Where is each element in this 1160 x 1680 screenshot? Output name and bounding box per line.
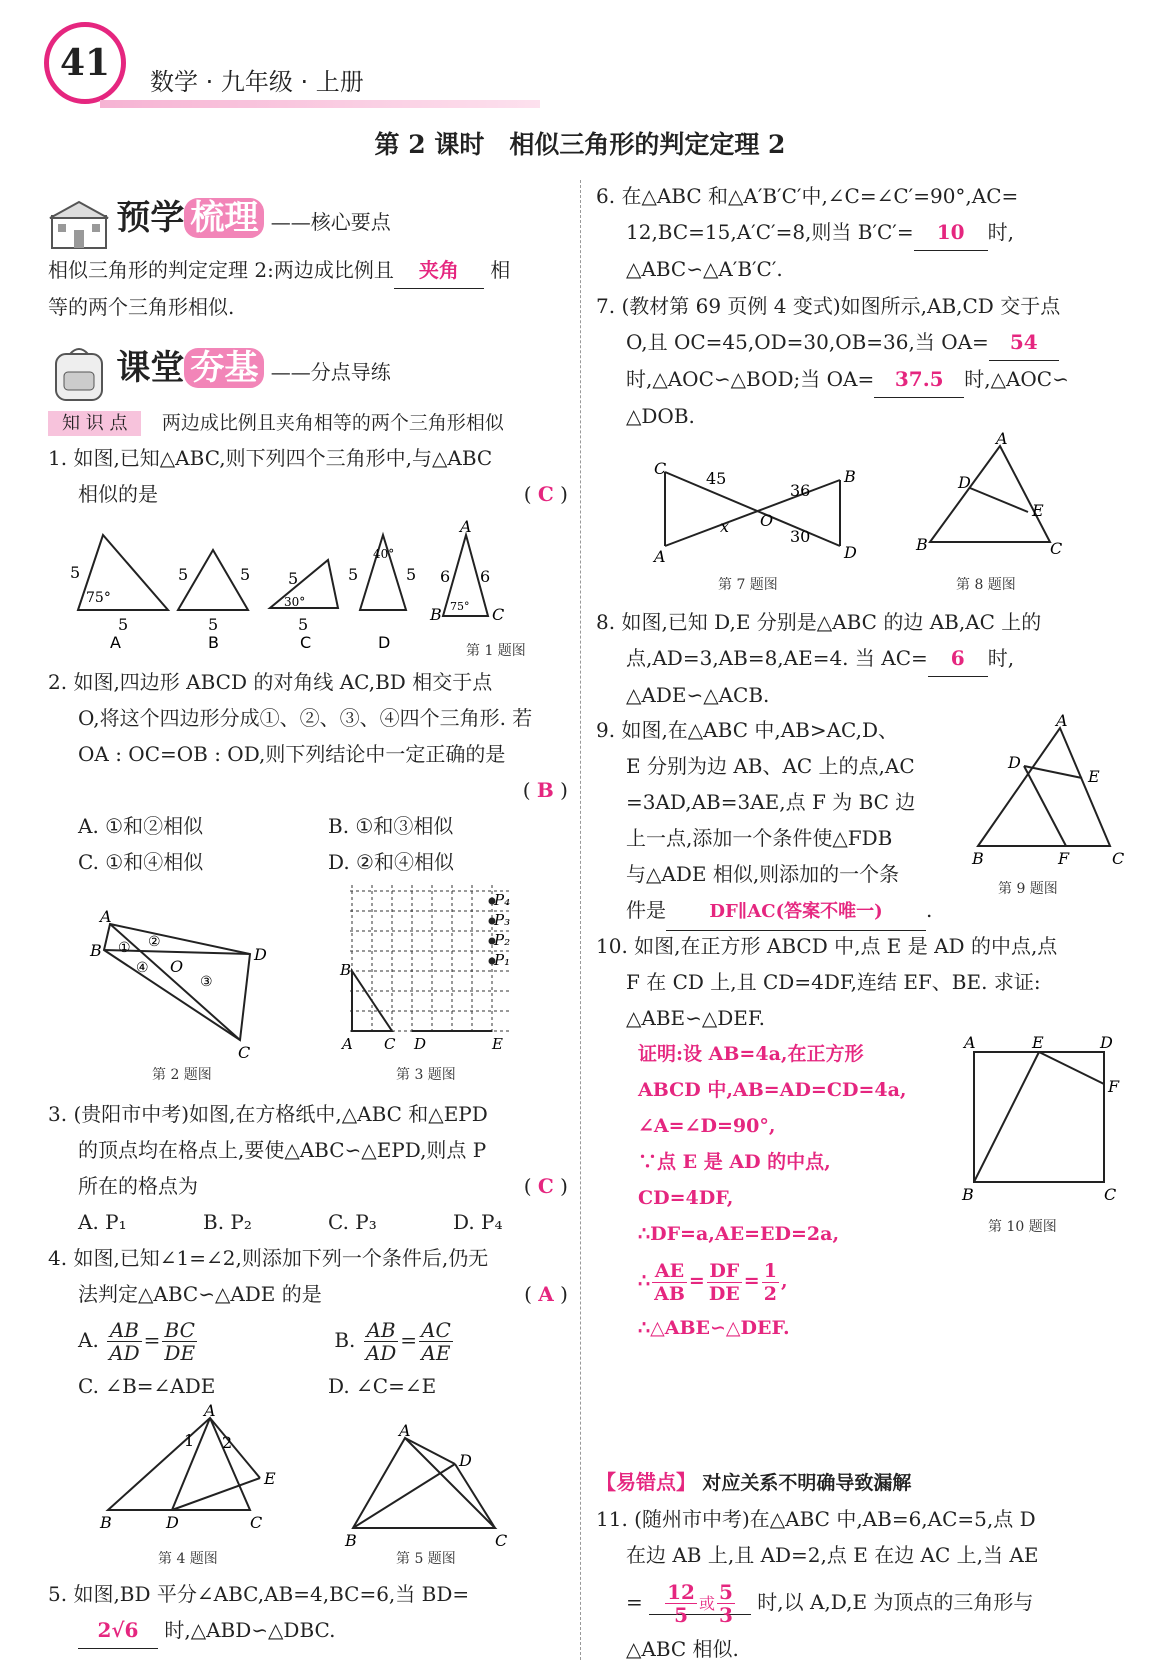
q1-answer: C [537,482,554,506]
svg-text:x: x [720,517,730,536]
question-2: 2. 如图,四边形 ABCD 的对角线 AC,BD 相交于点 O,将这个四边形分成①、②、③、④四个三角形. 若 OA : OC=OB : OD,则下列结论中一定正确的是 ( B ) A. ①和②相似 B. ①和③相似 C. ①和④相似 D. ②和④相似 [48,670,568,874]
svg-text:B: B [90,941,102,960]
svg-text:D: D [958,473,971,492]
question-9: 9. 如图,在△ABC 中,AB>AC,D、 E 分别为边 AB、AC 上的点,AC =3AD,AB=3AE,点 F 为 BC 边 上一点,添加一个条件使△FDB 与△ADE 相似,则添加的一个条 件是 DF∥AC(答案不唯一) . [596,712,956,931]
svg-text:5: 5 [406,565,417,584]
q6-answer: 10 [914,214,988,251]
svg-text:A: A [204,1401,216,1420]
svg-text:B: B [972,849,984,868]
svg-text:P₄: P₄ [494,891,511,909]
q4-caption: 第 4 题图 [158,1551,218,1567]
question-6: 6. 在△ABC 和△A′B′C′中,∠C=∠C′=90°,AC= 12,BC=15,A′C′=8,则当 B′C′= 10 时, △ABC∽△A′B′C′. [596,184,1019,281]
svg-text:O: O [170,957,184,976]
svg-text:C: C [250,1513,263,1532]
svg-text:B: B [844,467,856,486]
svg-text:②: ② [148,934,161,950]
question-5: 5. 如图,BD 平分∠ABC,AB=4,BC=6,当 BD= 2√6 时,△ABD∽△DBC. [48,1576,568,1649]
svg-text:C: C [495,1531,508,1550]
q3-answer: C [537,1174,554,1198]
svg-text:1: 1 [184,1431,195,1450]
question-4: 4. 如图,已知∠1=∠2,则添加下列一个条件后,仍无 法判定△ABC∽△ADE 的是 ( A ) A. $\frac{AB}{AD}$ = $\frac{BC}{DE}$ B. $\frac{AB}{AD}$ = $\frac{AC}{AE}$ C. ∠B=∠ADE D. ∠C=∠E [48,1246,568,1398]
q8-answer: 6 [928,640,988,677]
knowledge-point: 知 识 点 两边成比例且夹角相等的两个三角形相似 [48,408,504,435]
svg-text:36: 36 [790,481,811,500]
q3-figure [340,885,530,1055]
svg-text:B: B [340,961,352,979]
q3-caption: 第 3 题图 [396,1067,456,1083]
svg-text:A: A [654,547,666,566]
page-number-badge [44,22,126,104]
q10-proof: 证明:设 AB=4a,在正方形 ABCD 中,AB=AD=CD=4a, ∠A=∠D=90°, ∵点 E 是 AD 的中点, CD=4DF, ∴DF=a,AE=ED=2a, ∴ $\frac{AE}{AB}$ = $\frac{DF}{DE}$ = $\frac{1}{2}$ , ∴△ABE∽△DEF. [638,1043,907,1339]
svg-text:C: C [1050,539,1063,558]
question-7: 7. (教材第 69 页例 4 变式)如图所示,AB,CD 交于点 O,且 OC=45,OD=30,OB=36,当 OA= 54 时,△AOC∽△BOD;当 OA= 37.5 时,△AOC∽ △DOB. [596,294,1069,428]
svg-text:A: A [460,517,472,536]
q5-answer: 2√6 [78,1612,158,1649]
q1-opt-c: C [300,633,312,652]
svg-text:F: F [1058,849,1070,868]
q1-opt-d: D [378,633,391,652]
backpack-icon [48,346,110,402]
svg-text:D: D [1100,1033,1113,1052]
page-number: 41 [59,42,111,84]
question-1: 1. 如图,已知△ABC,则下列四个三角形中,与△ABC 相似的是 ( C ) [48,446,568,506]
question-11: 【易错点】 对应关系不明确导致漏解 11. (随州市中考)在△ABC 中,AB=6,AC=5,点 D 在边 AB 上,且 AD=2,点 E 在边 AC 上,当 AE = $\frac{12}{5}$ 或 $\frac{5}{3}$ 时,以 A,D,E 为顶点的三角形与 △ABC 相似. [596,1470,1039,1661]
preview-heading: 预学 梳理 ——核心要点 [48,190,391,250]
svg-text:B: B [345,1531,357,1550]
q8-caption: 第 8 题图 [956,577,1016,593]
q7-caption: 第 7 题图 [718,577,778,593]
q1-opt-a: A [110,633,121,652]
svg-text:E: E [264,1469,276,1488]
svg-text:40°: 40° [373,547,395,561]
q7-answer1: 54 [989,324,1059,361]
svg-text:2: 2 [222,1433,233,1452]
svg-text:E: E [1088,767,1100,786]
svg-text:B: B [430,605,442,624]
book-title: 数学 · 九年级 · 上册 [150,68,364,96]
q7-figure [650,460,860,570]
q8-figure [910,429,1070,558]
svg-text:P₃: P₃ [494,911,511,929]
svg-text:D: D [459,1451,472,1470]
q5-figure [345,1421,525,1550]
svg-text:④: ④ [136,960,149,976]
svg-text:A: A [964,1033,976,1052]
svg-text:C: C [1112,849,1125,868]
svg-text:5: 5 [348,565,359,584]
svg-text:6: 6 [480,567,491,586]
q2-caption: 第 2 题图 [152,1067,212,1083]
q9-caption: 第 9 题图 [998,881,1058,897]
svg-text:F: F [1108,1077,1120,1096]
svg-text:B: B [100,1513,112,1532]
q4-figure [100,1401,300,1532]
svg-text:5: 5 [298,615,309,634]
svg-text:5: 5 [118,615,129,634]
svg-text:6: 6 [440,567,451,586]
svg-text:C: C [238,1043,251,1062]
svg-text:5: 5 [288,569,299,588]
q9-figure [970,711,1130,868]
school-icon [48,198,110,250]
svg-text:C: C [384,1035,396,1053]
svg-text:75°: 75° [450,600,470,613]
svg-text:A: A [996,429,1008,448]
q1-opt-b: B [208,633,219,652]
q9-answer: DF∥AC(答案不唯一) [666,894,926,931]
svg-text:③: ③ [200,974,213,990]
svg-text:5: 5 [178,565,189,584]
svg-text:A: A [1056,711,1068,730]
q10-figure [960,1033,1130,1206]
svg-text:①: ① [118,940,131,956]
classroom-heading: 课堂 夯基 ——分点导练 [48,340,391,402]
q2-figure [90,907,290,1062]
svg-text:A: A [399,1421,411,1440]
q1-caption: 第 1 题图 [466,643,526,659]
svg-text:5: 5 [208,615,219,634]
q5-caption: 第 5 题图 [396,1551,456,1567]
answer-blank: 夹角 [394,252,484,289]
svg-text:P₁: P₁ [494,951,511,969]
svg-text:E: E [1032,501,1044,520]
svg-text:30: 30 [790,527,811,546]
q2-answer: B [536,778,554,802]
svg-text:B: B [916,535,928,554]
preview-text: 相似三角形的判定定理 2:两边成比例且 夹角 相 等的两个三角形相似. [48,252,568,325]
lesson-title: 第 2 课时 相似三角形的判定定理 2 [374,130,786,159]
svg-text:D: D [414,1035,427,1053]
svg-text:5: 5 [240,565,251,584]
svg-text:D: D [1008,753,1021,772]
svg-text:5: 5 [70,563,81,582]
svg-text:C: C [1104,1185,1117,1204]
q4-answer: A [538,1282,554,1306]
svg-text:D: D [254,945,267,964]
question-3: 3. (贵阳市中考)如图,在方格纸中,△ABC 和△EPD 的顶点均在格点上,要使△ABC∽△EPD,则点 P 所在的格点为 ( C ) A. P₁ B. P₂ C. P₃ D. P₄ [48,1102,568,1234]
svg-text:D: D [844,543,857,562]
svg-text:D: D [166,1513,179,1532]
svg-text:E: E [1032,1033,1044,1052]
question-8: 8. 如图,已知 D,E 分别是△ABC 的边 AB,AC 上的 点,AD=3,AB=8,AE=4. 当 AC= 6 时, △ADE∽△ACB. [596,610,1042,707]
svg-text:75°: 75° [86,590,111,606]
svg-text:A: A [342,1035,353,1053]
svg-text:P₂: P₂ [494,931,511,949]
svg-text:A: A [100,907,112,926]
svg-text:C: C [492,605,505,624]
q7-answer2: 37.5 [874,361,964,398]
svg-text:45: 45 [706,469,727,488]
column-divider [580,180,581,1660]
svg-text:E: E [492,1035,503,1053]
header-bar [100,100,540,108]
question-10: 10. 如图,在正方形 ABCD 中,点 E 是 AD 的中点,点 F 在 CD 上,且 CD=4DF,连结 EF、BE. 求证: △ABE∽△DEF. [596,934,1058,1030]
svg-text:B: B [962,1185,974,1204]
svg-text:30°: 30° [284,595,306,609]
svg-text:O: O [760,511,774,530]
svg-text:C: C [654,459,667,478]
q10-caption: 第 10 题图 [988,1219,1057,1235]
